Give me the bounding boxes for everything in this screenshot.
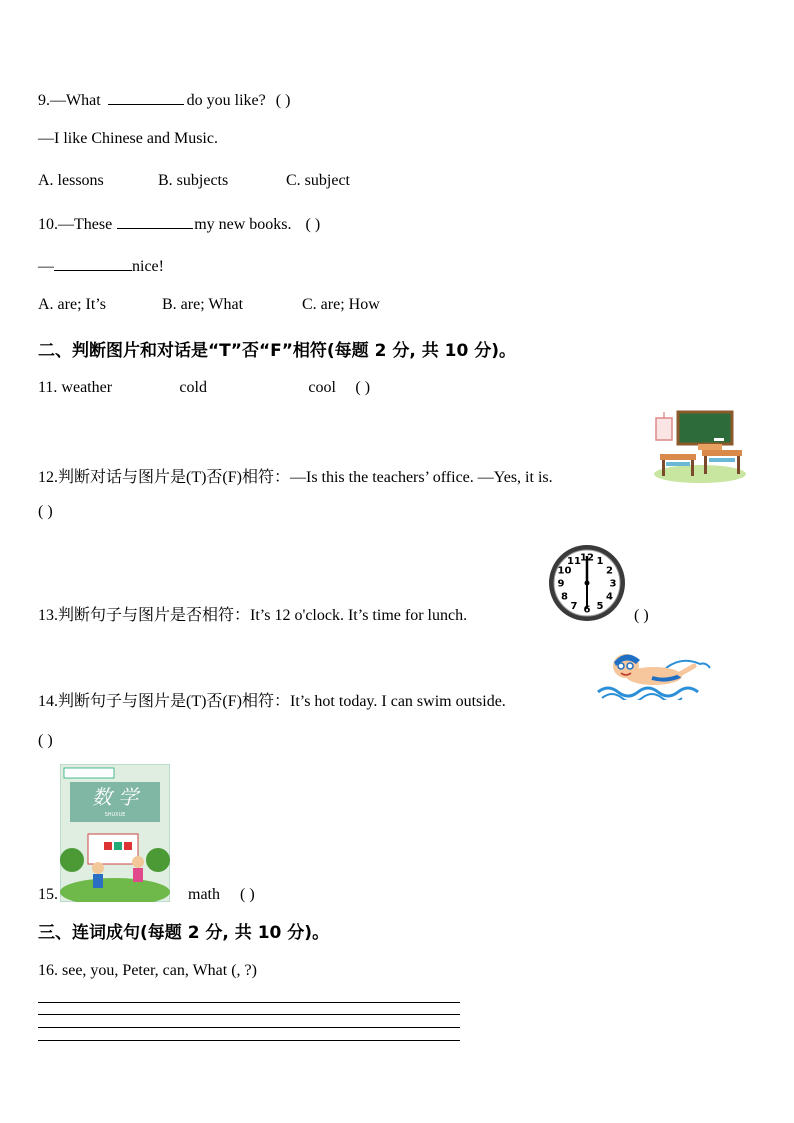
q16-answer-line-4[interactable] — [38, 1040, 460, 1041]
swimmer-illustration — [596, 648, 712, 700]
q16-answer-line-3[interactable] — [38, 1027, 460, 1028]
classroom-illustration — [652, 410, 748, 485]
q10-options — [38, 295, 380, 315]
q10-suffix: my new books. — [194, 216, 292, 233]
classroom-picture — [652, 410, 748, 485]
q9-line1 — [38, 88, 290, 111]
clock-numeral: 4 — [606, 591, 614, 603]
q10-line2 — [38, 254, 164, 277]
swimmer-picture — [596, 648, 712, 700]
book-title: 数 学 — [91, 785, 139, 809]
q9-option-a[interactable]: A. lessons — [38, 172, 104, 189]
q16-answer-line-2[interactable] — [38, 1014, 460, 1015]
q10-line1 — [38, 212, 320, 235]
clock-numeral: 2 — [606, 565, 614, 577]
q10-option-a[interactable]: A. are; It’s — [38, 296, 106, 313]
q9-option-b[interactable]: B. subjects — [158, 172, 229, 189]
q10-blank2[interactable] — [54, 254, 132, 271]
clock-numeral: 9 — [557, 578, 565, 590]
clock-numeral: 7 — [570, 601, 578, 613]
q15-line — [38, 885, 255, 905]
q16-text: 16. see, you, Peter, can, What (, ?) — [38, 962, 257, 979]
q10-answer-paren[interactable]: ( ) — [305, 216, 321, 233]
q11-answer-paren[interactable]: ( ) — [355, 379, 371, 396]
section2-heading: 二、判断图片和对话是“T”否“F”相符(每题 2 分, 共 10 分)。 — [38, 341, 516, 361]
q15-word: math — [188, 886, 220, 903]
clock-icon — [546, 542, 628, 624]
q10-blank[interactable] — [117, 212, 193, 229]
q9-options — [38, 171, 350, 191]
q15-answer-paren[interactable]: ( ) — [240, 886, 255, 903]
q10-option-b[interactable]: B. are; What — [162, 296, 244, 313]
q9-prefix: 9.—What — [38, 92, 101, 109]
q11-word-weather: weather — [61, 379, 113, 396]
q12-answer-paren[interactable]: ( ) — [38, 503, 53, 520]
clock-numeral: 10 — [557, 565, 572, 577]
math-textbook-picture — [60, 764, 170, 902]
book-pinyin: SHUXUE — [104, 812, 126, 818]
q9-answer-paren[interactable]: ( ) — [275, 92, 291, 109]
q13-text: 13.判断句子与图片是否相符：It’s 12 o'clock. It’s time for lunch. — [38, 607, 468, 624]
clock-picture — [546, 542, 628, 624]
q12-text: 12.判断对话与图片是(T)否(F)相符：—Is this the teachers’ office. —Yes, it is. — [38, 469, 553, 486]
section3-heading: 三、连词成句(每题 2 分, 共 10 分)。 — [38, 923, 330, 943]
q10-prefix: 10.—These — [38, 216, 113, 233]
clock-numeral: 3 — [609, 578, 617, 590]
q15-number: 15. — [38, 886, 58, 903]
q9-suffix: do you like? — [186, 92, 266, 109]
textbook-cover — [60, 764, 170, 902]
q13-answer-paren[interactable]: ( ) — [634, 607, 649, 624]
q10-suffix2: nice! — [132, 258, 164, 275]
q14-answer-paren[interactable]: ( ) — [38, 732, 53, 749]
clock-numeral: 1 — [596, 555, 604, 567]
q14-text: 14.判断句子与图片是(T)否(F)相符：It’s hot today. I can swim outside. — [38, 693, 506, 710]
clock-numeral: 5 — [596, 601, 604, 613]
q16-answer-line-1[interactable] — [38, 1002, 460, 1003]
q10-dash: — — [38, 258, 54, 275]
q11-word-cool: cool — [308, 379, 336, 396]
q11-line — [38, 378, 370, 398]
q9-line2: —I like Chinese and Music. — [38, 130, 218, 147]
clock-numeral: 11 — [567, 555, 581, 567]
q9-blank[interactable] — [108, 88, 184, 105]
clock-numeral: 12 — [580, 552, 594, 564]
q10-option-c[interactable]: C. are; How — [302, 296, 380, 313]
clock-numeral: 8 — [560, 591, 568, 603]
q11-word-cold: cold — [179, 379, 207, 396]
q13-line — [38, 606, 649, 626]
q9-option-c[interactable]: C. subject — [286, 172, 350, 189]
clock-numeral: 6 — [583, 604, 591, 616]
q11-number: 11. — [38, 379, 58, 396]
